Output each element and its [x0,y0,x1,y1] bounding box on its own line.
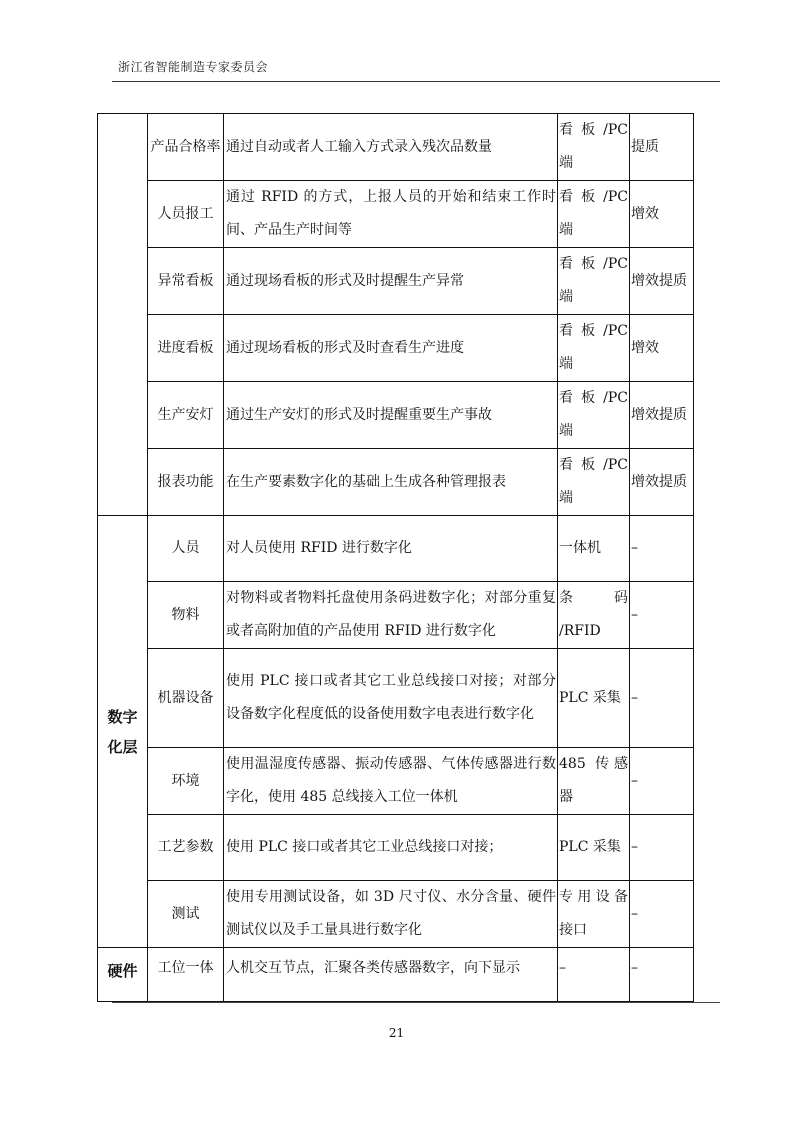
effect-cell: – [630,815,694,881]
description-cell: 对物料或者物料托盘使用条码进数字化；对部分重复或者高附加值的产品使用 RFID 进行数字化 [224,582,558,649]
table-row [98,181,694,248]
description-cell [224,948,558,1002]
effect-cell: 增效提质 [630,449,694,516]
page-header-title: 浙江省智能制造专家委员会 [118,60,269,74]
page-number: 21 [388,1026,405,1040]
description-cell: 通过 RFID 的方式，上报人员的开始和结束工作时间、产品生产时间等 [224,181,558,248]
description-cell: 使用 PLC 接口或者其它工业总线接口对接；对部分设备数字化程度低的设备使用数字电表进行数字化 [224,649,558,748]
item-cell [148,948,224,1002]
item-cell: 产品合格率 [148,114,224,181]
table-row [98,315,694,382]
terminal-cell: 看 板 /PC 端 [558,315,630,382]
terminal-cell: 看 板 /PC 端 [558,382,630,449]
header-divider [112,81,720,82]
table-row [98,815,694,881]
item-cell: 人员 [148,516,224,582]
terminal-cell: 看 板 /PC 端 [558,449,630,516]
effect-cell: 增效 [630,181,694,248]
effect-cell: 增效提质 [630,382,694,449]
item-cell: 工艺参数 [148,815,224,881]
item-cell: 测试 [148,881,224,948]
effect-cell: – [630,881,694,948]
description-cell: 对人员使用 RFID 进行数字化 [224,516,558,582]
category-cell [98,114,148,516]
description-cell: 通过现场看板的形式及时查看生产进度 [224,315,558,382]
terminal-cell: – [558,948,630,1002]
effect-cell: – [630,748,694,815]
category-cell: 硬件 [98,948,148,1002]
item-cell: 物料 [148,582,224,649]
item-cell: 人员报工 [148,181,224,248]
terminal-cell: PLC 采集 [558,649,630,748]
description-cell: 通过自动或者人工输入方式录入残次品数量 [224,114,558,181]
terminal-cell: 看 板 /PC 端 [558,114,630,181]
item-text: 工位一体 [157,960,214,976]
table-row [98,649,694,748]
terminal-cell: 看 板 /PC 端 [558,181,630,248]
terminal-cell: 485 传感器 [558,748,630,815]
description-cell: 通过现场看板的形式及时提醒生产异常 [224,248,558,315]
table-row [98,881,694,948]
terminal-cell: 看 板 /PC 端 [558,248,630,315]
table-row [98,114,694,181]
effect-cell: – [630,948,694,1002]
effect-cell: 增效提质 [630,248,694,315]
item-cell: 环境 [148,748,224,815]
item-cell: 异常看板 [148,248,224,315]
footer-divider [112,1002,720,1003]
table-row [98,382,694,449]
description-cell: 通过生产安灯的形式及时提醒重要生产事故 [224,382,558,449]
table-row [98,748,694,815]
description-text: 人机交互节点，汇聚各类传感器数字，向下显示 [226,960,520,976]
table-row [98,582,694,649]
item-cell: 报表功能 [148,449,224,516]
category-cell: 数字化层 [98,516,148,948]
description-cell: 使用 PLC 接口或者其它工业总线接口对接； [224,815,558,881]
terminal-cell: 专用设备接口 [558,881,630,948]
effect-cell: 提质 [630,114,694,181]
item-cell: 机器设备 [148,649,224,748]
description-cell: 在生产要素数字化的基础上生成各种管理报表 [224,449,558,516]
item-cell: 进度看板 [148,315,224,382]
terminal-cell: 一体机 [558,516,630,582]
terminal-cell: 条 码 /RFID [558,582,630,649]
effect-cell: – [630,649,694,748]
effect-cell: – [630,516,694,582]
function-table [97,113,694,1002]
effect-cell: 增效 [630,315,694,382]
table-row [98,248,694,315]
effect-cell: – [630,582,694,649]
table-row [98,516,694,582]
table-row [98,948,694,1002]
description-cell: 使用温湿度传感器、振动传感器、气体传感器进行数字化，使用 485 总线接入工位一体机 [224,748,558,815]
terminal-cell: PLC 采集 [558,815,630,881]
description-cell: 使用专用测试设备，如 3D 尺寸仪、水分含量、硬件测试仪以及手工量具进行数字化 [224,881,558,948]
item-cell: 生产安灯 [148,382,224,449]
table-row [98,449,694,516]
